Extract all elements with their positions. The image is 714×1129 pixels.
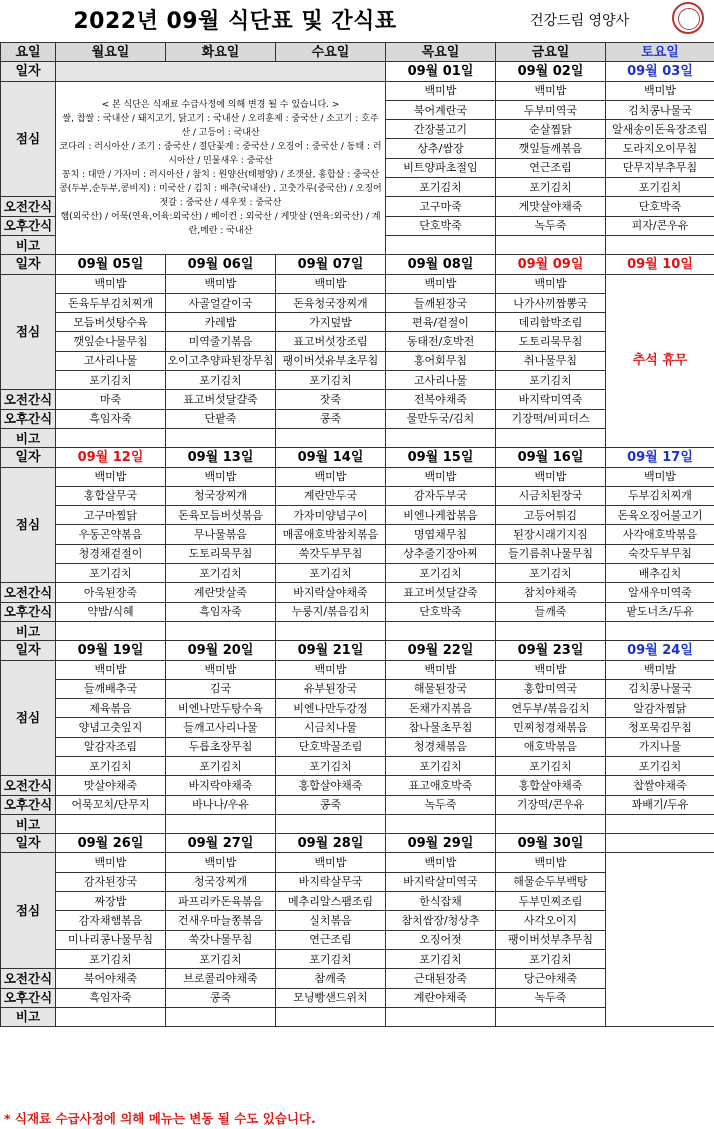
- menu-item: 상추/쌈장: [386, 139, 496, 158]
- menu-item: 가지덮밥: [276, 313, 386, 332]
- date-cell: 09월 07일: [276, 255, 386, 274]
- menu-item: 백미밥: [606, 660, 714, 679]
- menu-item: 연근조림: [496, 158, 606, 177]
- date-cell: 09월 02일: [496, 62, 606, 81]
- snack-item: 들깨죽: [496, 602, 606, 621]
- menu-item: 포기김치: [56, 756, 166, 775]
- menu-item: 배추김치: [606, 564, 714, 583]
- menu-item: 포기김치: [276, 564, 386, 583]
- menu-item: 청경채겉절이: [56, 544, 166, 563]
- menu-item: 오징어젓: [386, 930, 496, 949]
- date-label: 일자: [1, 641, 56, 660]
- menu-item: 홍합미역국: [496, 679, 606, 698]
- menu-item: 메추리알스팸조림: [276, 892, 386, 911]
- menu-item: 백미밥: [276, 274, 386, 293]
- menu-item: 숙갓두부무침: [606, 544, 714, 563]
- menu-item: 짜장밥: [56, 892, 166, 911]
- menu-item: 백미밥: [56, 274, 166, 293]
- menu-item: 감자채햄볶음: [56, 911, 166, 930]
- am-snack-label: 오전간식: [1, 776, 56, 795]
- menu-item: 두릅초장무침: [166, 737, 276, 756]
- snack-item: 홍합살야채죽: [276, 776, 386, 795]
- menu-item: 백미밥: [496, 81, 606, 100]
- menu-item: 편육/겉절이: [386, 313, 496, 332]
- menu-item: 시금치된장국: [496, 486, 606, 505]
- snack-item: 표고버섯달걀죽: [166, 390, 276, 409]
- snack-item: 참치야채죽: [496, 583, 606, 602]
- menu-item: 순살찜닭: [496, 120, 606, 139]
- menu-item: 청포묵김무침: [606, 718, 714, 737]
- note-label: 비고: [1, 621, 56, 640]
- column-header: 토요일: [606, 43, 714, 62]
- note-cell: [386, 428, 496, 447]
- date-cell: 09월 23일: [496, 641, 606, 660]
- menu-item: 청국장찌개: [166, 486, 276, 505]
- column-header: 목요일: [386, 43, 496, 62]
- holiday-notice: 추석 휴무: [606, 274, 714, 448]
- note-cell: [606, 814, 714, 833]
- menu-item: 포기김치: [276, 756, 386, 775]
- snack-item: 고구마죽: [386, 197, 496, 216]
- date-cell: 09월 19일: [56, 641, 166, 660]
- snack-item: 표고애호박죽: [386, 776, 496, 795]
- snack-item: 누룽지/볶음김치: [276, 602, 386, 621]
- note-label: 비고: [1, 235, 56, 254]
- snack-item: 브로콜리야채죽: [166, 969, 276, 988]
- menu-item: 미역줄기볶음: [166, 332, 276, 351]
- snack-item: 기장떡/비피더스: [496, 409, 606, 428]
- date-cell: 09월 21일: [276, 641, 386, 660]
- menu-item: 카레밥: [166, 313, 276, 332]
- date-label: 일자: [1, 255, 56, 274]
- menu-item: 포기김치: [496, 949, 606, 968]
- menu-item: 팽이버섯부추무침: [496, 930, 606, 949]
- menu-item: 해물순두부백탕: [496, 872, 606, 891]
- menu-item: 백미밥: [56, 660, 166, 679]
- menu-item: 양념고춧잎지: [56, 718, 166, 737]
- page-header: [0, 0, 714, 42]
- menu-item: 백미밥: [166, 274, 276, 293]
- snack-item: 녹두죽: [496, 216, 606, 235]
- snack-item: 계란야채죽: [386, 988, 496, 1007]
- snack-item: 약밥/식혜: [56, 602, 166, 621]
- menu-item: 돈육오징어불고기: [606, 506, 714, 525]
- date-cell: 09월 20일: [166, 641, 276, 660]
- menu-item: 민찌청경채볶음: [496, 718, 606, 737]
- column-header: 금요일: [496, 43, 606, 62]
- menu-item: 고구마찜닭: [56, 506, 166, 525]
- menu-item: 들기름취나물무침: [496, 544, 606, 563]
- date-label: 일자: [1, 62, 56, 81]
- note-cell: [276, 428, 386, 447]
- menu-item: 백미밥: [56, 853, 166, 872]
- menu-item: 포기김치: [166, 949, 276, 968]
- menu-item: 쑥갓나물무침: [166, 930, 276, 949]
- menu-item: 도라지오이무침: [606, 139, 714, 158]
- menu-item: 백미밥: [496, 660, 606, 679]
- note-cell: [56, 1007, 166, 1026]
- menu-item: 표고버섯장조림: [276, 332, 386, 351]
- menu-item: 포기김치: [386, 564, 496, 583]
- brand-name: 건강드림 영양사: [530, 13, 630, 29]
- menu-item: 들깨배추국: [56, 679, 166, 698]
- pm-snack-label: 오후간식: [1, 216, 56, 235]
- menu-item: 연두부/볶음김치: [496, 699, 606, 718]
- date-cell: 09월 17일: [606, 448, 714, 467]
- column-header: 월요일: [56, 43, 166, 62]
- menu-item: 백미밥: [56, 467, 166, 486]
- menu-item: 비트양파초절임: [386, 158, 496, 177]
- snack-item: 게맛살야채죽: [496, 197, 606, 216]
- menu-item: 참치쌈장/청상추: [386, 911, 496, 930]
- date-cell: [606, 834, 714, 853]
- menu-item: 두부미역국: [496, 100, 606, 119]
- snack-item: 바나나/우유: [166, 795, 276, 814]
- menu-item: 바지락살미역국: [386, 872, 496, 891]
- note-cell: [166, 428, 276, 447]
- menu-item: 한식잡채: [386, 892, 496, 911]
- menu-item: 포기김치: [496, 178, 606, 197]
- note-cell: [276, 1007, 386, 1026]
- snack-item: 표고버섯달걀죽: [386, 583, 496, 602]
- menu-item: 깻잎들깨볶음: [496, 139, 606, 158]
- menu-item: 알감자찜닭: [606, 699, 714, 718]
- note-cell: [496, 1007, 606, 1026]
- menu-item: 포기김치: [166, 371, 276, 390]
- menu-item: 알감자조림: [56, 737, 166, 756]
- date-cell: 09월 03일: [606, 62, 714, 81]
- menu-item: 건새우마늘쫑볶음: [166, 911, 276, 930]
- date-cell: 09월 14일: [276, 448, 386, 467]
- date-cell: 09월 16일: [496, 448, 606, 467]
- snack-item: 콩죽: [166, 988, 276, 1007]
- snack-item: 단팥죽: [166, 409, 276, 428]
- menu-item: 백미밥: [166, 467, 276, 486]
- snack-item: 당근야채죽: [496, 969, 606, 988]
- menu-item: 백미밥: [496, 274, 606, 293]
- menu-item: 해물된장국: [386, 679, 496, 698]
- menu-item: 포기김치: [276, 371, 386, 390]
- date-cell: 09월 09일: [496, 255, 606, 274]
- menu-item: 사골얼갈이국: [166, 293, 276, 312]
- note-cell: [166, 1007, 276, 1026]
- menu-item: 된장시래기지짐: [496, 525, 606, 544]
- note-label: 비고: [1, 1007, 56, 1026]
- menu-item: 돈육청국장찌개: [276, 293, 386, 312]
- note-cell: [386, 814, 496, 833]
- menu-item: 상추줄기장아찌: [386, 544, 496, 563]
- menu-item: 청경채볶음: [386, 737, 496, 756]
- snack-item: 흑임자죽: [56, 988, 166, 1007]
- menu-item: 두부김치찌개: [606, 486, 714, 505]
- snack-item: 홍합살야채죽: [496, 776, 606, 795]
- menu-item: 미나리콩나물무침: [56, 930, 166, 949]
- menu-item: 오이고추양파된장무침: [166, 351, 276, 370]
- menu-item: 백미밥: [606, 467, 714, 486]
- menu-item: 나가사끼짬뽕국: [496, 293, 606, 312]
- menu-item: 들깨된장국: [386, 293, 496, 312]
- note-cell: [56, 621, 166, 640]
- menu-item: 들깨고사리나물: [166, 718, 276, 737]
- origin-notice: < 본 식단은 식재료 수급사정에 의해 변경 될 수 있습니다. > 쌀, 찹쌀 : 국내산 / 돼지고기, 닭고기 : 국내산 / 오리훈제 : 중국산 / 소고기 : 호주산 / 고등어 : 국내산 코다리 : 러시아산 / 조기 : 중국산 / 절단꽃게 : 중국산 / 오징어 : 중국산 / 동태 : 러시아산 / 민물새우 : 중국산 꽁치 : 대만 / 가자미 : 러시아산 / 참치 : 원양산(태평양) / 조갯살, 홍합살 : 중국산 콩(두부,순두부,콩비지) : 미국산 / 김치 : 배추(국내산) , 고춧가루(중국산) / 오징어젓갈 : 중국산 / 새우젓 : 중국산 햄(외국산) / 어묵(연육,어육:외국산) / 베이컨 : 외국산 / 게맛살 (연육:외국산) / 계란,메란 : 국내산: [56, 81, 386, 255]
- menu-item: 백미밥: [276, 660, 386, 679]
- menu-item: 김치콩나물국: [606, 679, 714, 698]
- note-cell: [56, 814, 166, 833]
- snack-item: 바지락미역죽: [496, 390, 606, 409]
- menu-item: 홍어회무침: [386, 351, 496, 370]
- menu-item: 우동곤약볶음: [56, 525, 166, 544]
- footer-notice: * 식재료 수급사정에 의해 메뉴는 변동 될 수도 있습니다.: [4, 1111, 316, 1126]
- menu-item: 알새송이돈육장조림: [606, 120, 714, 139]
- pm-snack-label: 오후간식: [1, 795, 56, 814]
- snack-item: 아욱된장죽: [56, 583, 166, 602]
- date-cell: 09월 05일: [56, 255, 166, 274]
- menu-item: 포기김치: [386, 949, 496, 968]
- date-cell: 09월 01일: [386, 62, 496, 81]
- menu-item: 백미밥: [606, 81, 714, 100]
- snack-item: 바지락살야채죽: [276, 583, 386, 602]
- note-cell: [606, 235, 714, 254]
- menu-item: 백미밥: [496, 467, 606, 486]
- snack-item: 계란맛살죽: [166, 583, 276, 602]
- snack-item: 어묵꼬치/단무지: [56, 795, 166, 814]
- snack-item: 바지락야채죽: [166, 776, 276, 795]
- date-label: 일자: [1, 448, 56, 467]
- menu-item: 백미밥: [386, 81, 496, 100]
- date-cell: 09월 27일: [166, 834, 276, 853]
- menu-item: 고사리나물: [386, 371, 496, 390]
- am-snack-label: 오전간식: [1, 583, 56, 602]
- snack-item: 물만두국/김치: [386, 409, 496, 428]
- menu-item: 애호박볶음: [496, 737, 606, 756]
- menu-item: 단호박꿀조림: [276, 737, 386, 756]
- seal-logo-icon: [672, 2, 704, 34]
- menu-item: 가자미양념구이: [276, 506, 386, 525]
- menu-item: 돈채가지볶음: [386, 699, 496, 718]
- menu-item: 북어계란국: [386, 100, 496, 119]
- menu-item: 포기김치: [276, 949, 386, 968]
- menu-item: 돈육두부김치찌개: [56, 293, 166, 312]
- date-cell: 09월 22일: [386, 641, 496, 660]
- snack-item: 기장떡/콘우유: [496, 795, 606, 814]
- menu-item: 동태전/호박전: [386, 332, 496, 351]
- menu-item: 감자두부국: [386, 486, 496, 505]
- menu-item: 청국장찌개: [166, 872, 276, 891]
- page-title: 2022년 09월 식단표 및 간식표: [73, 9, 397, 34]
- menu-item: 백미밥: [276, 853, 386, 872]
- lunch-label: 점심: [1, 467, 56, 583]
- menu-item: 실치볶음: [276, 911, 386, 930]
- note-cell: [386, 1007, 496, 1026]
- menu-table: [0, 42, 714, 1027]
- lunch-label: 점심: [1, 660, 56, 776]
- snack-item: 알새우미역죽: [606, 583, 714, 602]
- snack-item: 모닝빵샌드위치: [276, 988, 386, 1007]
- note-cell: [496, 428, 606, 447]
- menu-item: 매콤애호박참치볶음: [276, 525, 386, 544]
- snack-item: 피자/콘우유: [606, 216, 714, 235]
- am-snack-label: 오전간식: [1, 197, 56, 216]
- menu-item: 제육볶음: [56, 699, 166, 718]
- snack-item: 찹쌀야채죽: [606, 776, 714, 795]
- date-cell: 09월 29일: [386, 834, 496, 853]
- menu-item: 사각애호박볶음: [606, 525, 714, 544]
- snack-item: 흑임자죽: [166, 602, 276, 621]
- menu-item: 백미밥: [166, 660, 276, 679]
- menu-item: 백미밥: [386, 853, 496, 872]
- menu-item: 명엽채무침: [386, 525, 496, 544]
- snack-item: 단호박죽: [606, 197, 714, 216]
- note-cell: [606, 621, 714, 640]
- empty-cell: [56, 62, 386, 81]
- menu-item: 유부된장국: [276, 679, 386, 698]
- menu-item: 감자된장국: [56, 872, 166, 891]
- menu-item: 연근조림: [276, 930, 386, 949]
- column-header: 화요일: [166, 43, 276, 62]
- menu-item: 포기김치: [386, 756, 496, 775]
- snack-item: 북어야채죽: [56, 969, 166, 988]
- menu-item: 김국: [166, 679, 276, 698]
- snack-item: 녹두죽: [496, 988, 606, 1007]
- menu-item: 포기김치: [56, 371, 166, 390]
- note-cell: [386, 235, 496, 254]
- menu-item: 포기김치: [496, 371, 606, 390]
- menu-item: 비엔나만두탕수육: [166, 699, 276, 718]
- menu-item: 포기김치: [496, 564, 606, 583]
- menu-item: 사각오이지: [496, 911, 606, 930]
- snack-item: 콩죽: [276, 409, 386, 428]
- lunch-label: 점심: [1, 853, 56, 969]
- note-cell: [166, 621, 276, 640]
- menu-item: 고사리나물: [56, 351, 166, 370]
- menu-item: 백미밥: [496, 853, 606, 872]
- lunch-label: 점심: [1, 274, 56, 390]
- snack-item: 근대된장죽: [386, 969, 496, 988]
- date-cell: 09월 30일: [496, 834, 606, 853]
- date-cell: 09월 06일: [166, 255, 276, 274]
- am-snack-label: 오전간식: [1, 390, 56, 409]
- date-cell: 09월 10일: [606, 255, 714, 274]
- empty-cell: [606, 853, 714, 1027]
- menu-item: 백미밥: [386, 467, 496, 486]
- menu-item: 깻잎순나물무침: [56, 332, 166, 351]
- snack-item: 잣죽: [276, 390, 386, 409]
- note-cell: [56, 428, 166, 447]
- date-cell: 09월 08일: [386, 255, 496, 274]
- note-cell: [496, 235, 606, 254]
- menu-item: 홍합살무국: [56, 486, 166, 505]
- note-label: 비고: [1, 814, 56, 833]
- menu-item: 단무지부추무침: [606, 158, 714, 177]
- date-cell: 09월 26일: [56, 834, 166, 853]
- menu-item: 포기김치: [386, 178, 496, 197]
- note-cell: [276, 621, 386, 640]
- date-cell: 09월 15일: [386, 448, 496, 467]
- note-cell: [276, 814, 386, 833]
- menu-item: 돈육모듬버섯볶음: [166, 506, 276, 525]
- menu-item: 백미밥: [386, 660, 496, 679]
- menu-item: 계란만두국: [276, 486, 386, 505]
- column-header: 요일: [1, 43, 56, 62]
- date-cell: 09월 24일: [606, 641, 714, 660]
- menu-item: 백미밥: [386, 274, 496, 293]
- note-label: 비고: [1, 428, 56, 447]
- pm-snack-label: 오후간식: [1, 409, 56, 428]
- snack-item: 꽈배기/두유: [606, 795, 714, 814]
- menu-item: 시금치나물: [276, 718, 386, 737]
- lunch-label: 점심: [1, 81, 56, 197]
- note-cell: [496, 814, 606, 833]
- snack-item: 흑임자죽: [56, 409, 166, 428]
- note-cell: [166, 814, 276, 833]
- menu-item: 쑥갓두부무침: [276, 544, 386, 563]
- pm-snack-label: 오후간식: [1, 988, 56, 1007]
- menu-item: 간장불고기: [386, 120, 496, 139]
- menu-item: 포기김치: [496, 756, 606, 775]
- snack-item: 마죽: [56, 390, 166, 409]
- menu-item: 무나물볶음: [166, 525, 276, 544]
- menu-item: 데리함박조림: [496, 313, 606, 332]
- menu-item: 모듬버섯탕수육: [56, 313, 166, 332]
- am-snack-label: 오전간식: [1, 969, 56, 988]
- menu-item: 포기김치: [56, 949, 166, 968]
- date-cell: 09월 13일: [166, 448, 276, 467]
- menu-item: 두부민찌조림: [496, 892, 606, 911]
- menu-item: 포기김치: [166, 756, 276, 775]
- snack-item: 녹두죽: [386, 795, 496, 814]
- menu-item: 참나물초무침: [386, 718, 496, 737]
- note-cell: [496, 621, 606, 640]
- menu-item: 백미밥: [166, 853, 276, 872]
- menu-item: 파프리카돈육볶음: [166, 892, 276, 911]
- menu-item: 팽이버섯유부초무침: [276, 351, 386, 370]
- menu-item: 비엔나만두강정: [276, 699, 386, 718]
- menu-item: 백미밥: [276, 467, 386, 486]
- menu-item: 김치콩나물국: [606, 100, 714, 119]
- menu-item: 가지나물: [606, 737, 714, 756]
- snack-item: 팥도너츠/두유: [606, 602, 714, 621]
- snack-item: 전복야채죽: [386, 390, 496, 409]
- menu-item: 포기김치: [166, 564, 276, 583]
- menu-item: 포기김치: [56, 564, 166, 583]
- date-cell: 09월 28일: [276, 834, 386, 853]
- menu-item: 고등어튀김: [496, 506, 606, 525]
- snack-item: 맛살야채죽: [56, 776, 166, 795]
- note-cell: [386, 621, 496, 640]
- menu-item: 비엔나케찹볶음: [386, 506, 496, 525]
- snack-item: 콩죽: [276, 795, 386, 814]
- date-label: 일자: [1, 834, 56, 853]
- snack-item: 단호박죽: [386, 602, 496, 621]
- menu-item: 포기김치: [606, 178, 714, 197]
- column-header: 수요일: [276, 43, 386, 62]
- menu-item: 바지락살무국: [276, 872, 386, 891]
- snack-item: 참깨죽: [276, 969, 386, 988]
- pm-snack-label: 오후간식: [1, 602, 56, 621]
- menu-item: 포기김치: [606, 756, 714, 775]
- snack-item: 단호박죽: [386, 216, 496, 235]
- menu-item: 취나물무침: [496, 351, 606, 370]
- menu-item: 도토리묵무침: [496, 332, 606, 351]
- date-cell: 09월 12일: [56, 448, 166, 467]
- menu-item: 도토리묵무침: [166, 544, 276, 563]
